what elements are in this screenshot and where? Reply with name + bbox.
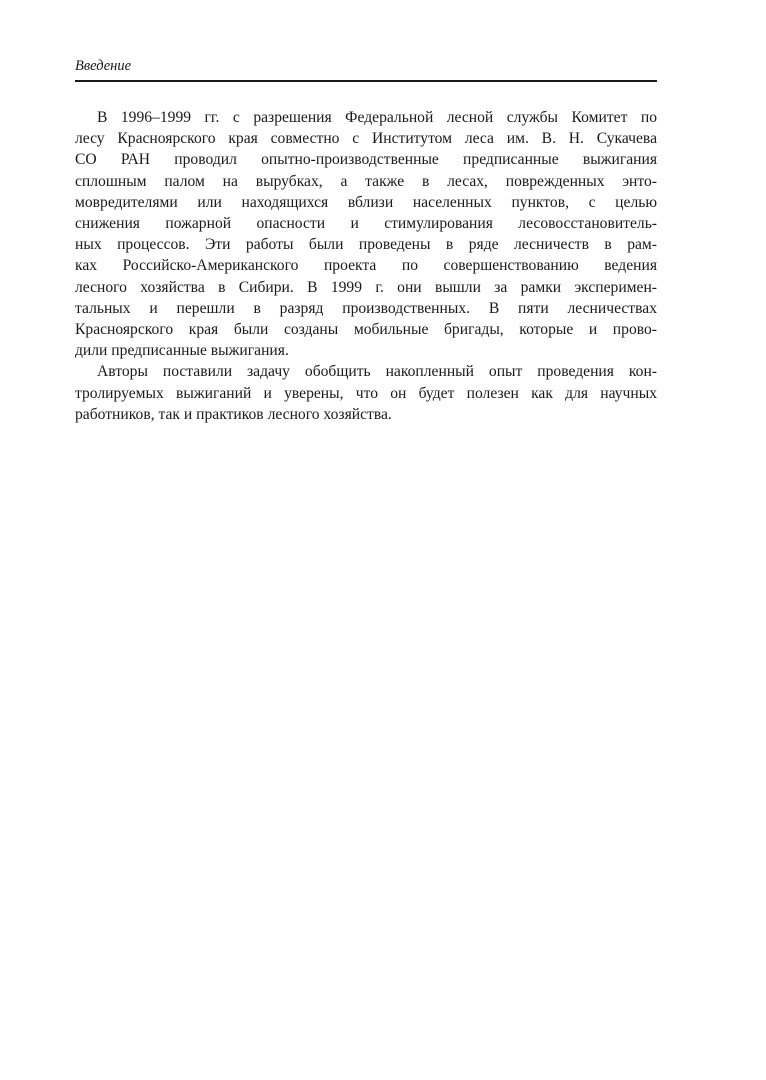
text-line: СО РАН проводил опытно-производственные предписанные выжигания: [75, 151, 657, 169]
text-line: Авторы поставили задачу обобщить накопленный опыт проведения кон-: [97, 363, 657, 381]
paragraph-2: [75, 361, 657, 425]
text-line: ках Российско-Американского проекта по совершенствованию ведения: [75, 257, 657, 275]
paragraph-1: [75, 107, 657, 361]
text-line: работников, так и практиков лесного хозяйства.: [75, 405, 392, 423]
text-line: тальных и перешли в разряд производственных. В пяти лесничествах: [75, 299, 657, 317]
running-header: [75, 56, 657, 76]
text-line: снижения пожарной опасности и стимулирования лесовосстановитель-: [75, 215, 657, 233]
text-line: В 1996–1999 гг. с разрешения Федеральной лесной службы Комитет по: [97, 109, 657, 126]
text-line: сплошным палом на вырубках, а также в лесах, поврежденных энто-: [75, 172, 657, 190]
text-line: Красноярского края были созданы мобильные бригады, которые и прово-: [75, 321, 657, 339]
text-line: лесного хозяйства в Сибири. В 1999 г. они вышли за рамки эксперимен-: [75, 278, 657, 296]
text-line: мовредителями или находящихся вблизи населенных пунктов, с целью: [75, 193, 657, 211]
header-rule: [75, 80, 657, 82]
running-title: Введение: [75, 58, 132, 74]
text-line: дили предписанные выжигания.: [75, 342, 289, 360]
text-line: ных процессов. Эти работы были проведены в ряде лесничеств в рам-: [75, 236, 657, 254]
body-text: [75, 107, 657, 425]
text-line: лесу Красноярского края совместно с Институтом леса им. В. Н. Сукачева: [75, 130, 657, 148]
text-line: тролируемых выжиганий и уверены, что он будет полезен как для научных: [75, 384, 657, 402]
